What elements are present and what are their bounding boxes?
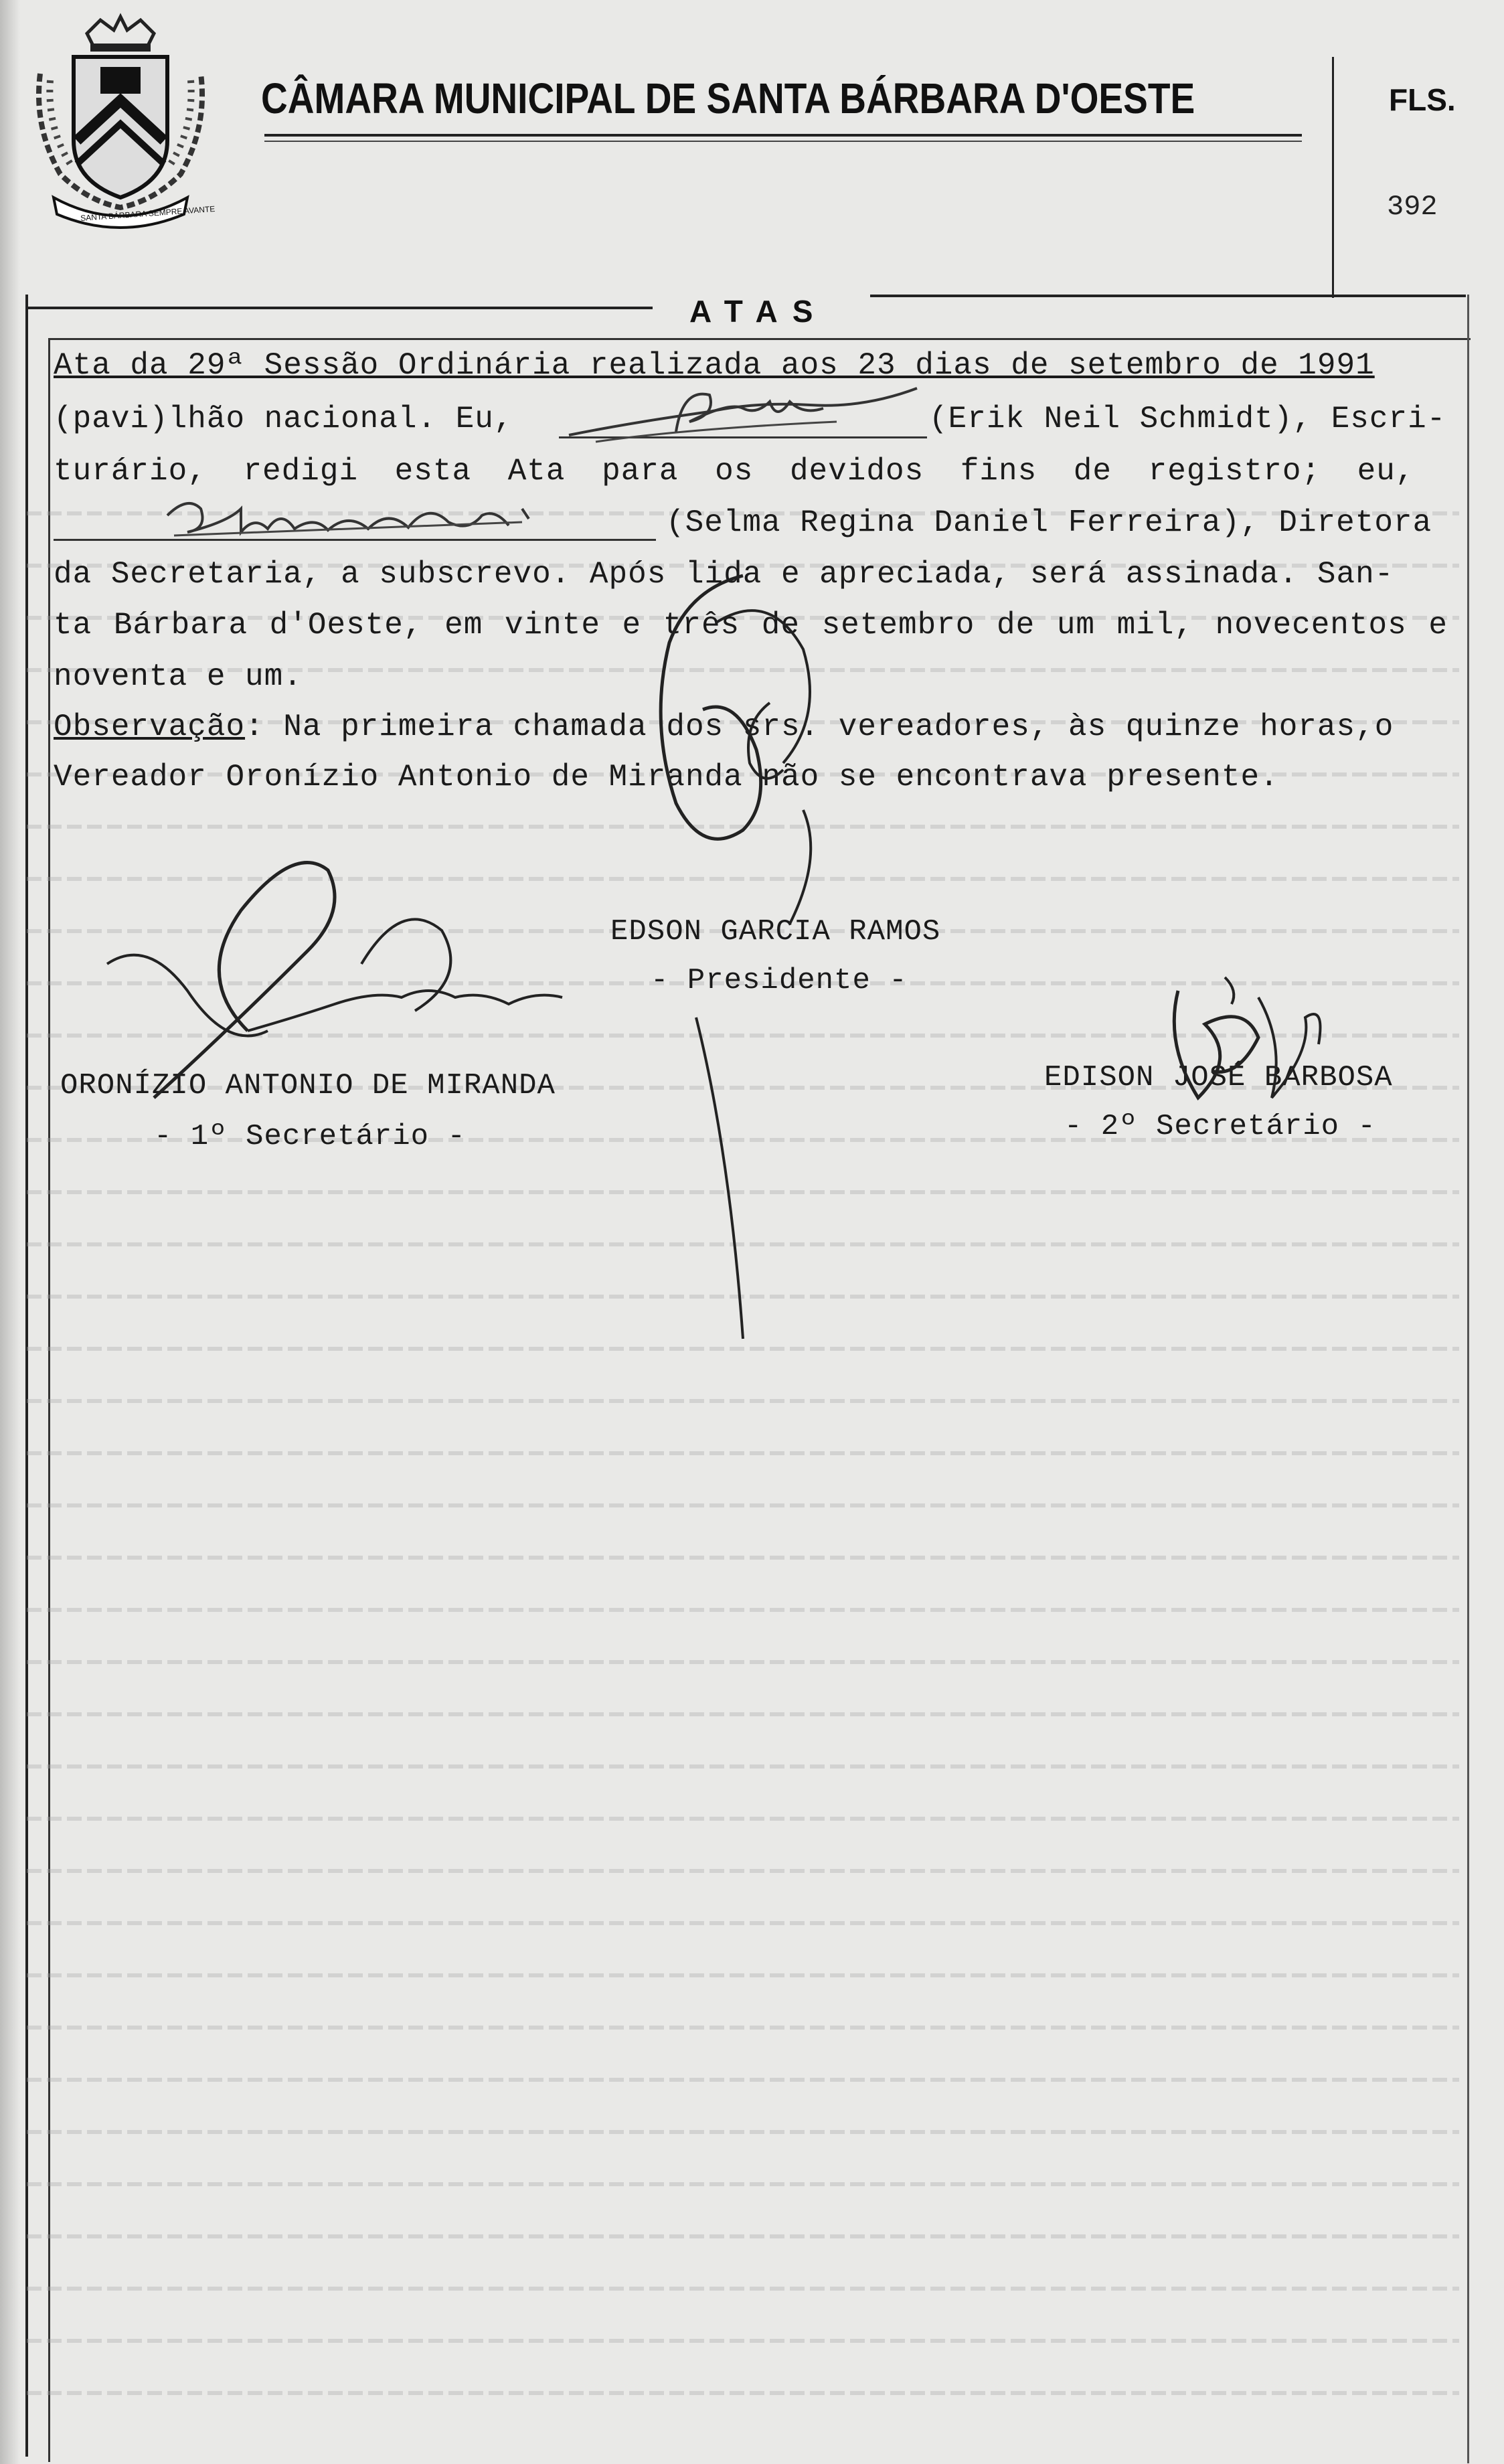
section-title: ATAS: [689, 294, 828, 329]
signature-first-secretary: [94, 830, 576, 1118]
signature-erik-schmidt: [556, 375, 930, 448]
folio-label: FLS.: [1389, 82, 1456, 117]
municipal-seal: [27, 7, 214, 234]
observation-text-1: : Na primeira chamada dos srs. vereadores, às quinze horas,o: [245, 710, 1394, 744]
body-line-3: turário, redigi esta Ata para os devidos fins de registro; eu,: [54, 454, 1415, 489]
body-line-5: da Secretaria, a subscrevo. Após lida e apreciada, será assinada. San-: [54, 557, 1394, 592]
atas-rule-right: [870, 295, 1466, 297]
signature-selma-ferreira: [147, 482, 602, 549]
header-divider: [1332, 57, 1334, 298]
body-line-4: (Selma Regina Daniel Ferreira), Diretora: [666, 505, 1432, 540]
body-line-1: Ata da 29ª Sessão Ordinária realizada aos 23 dias de setembro de 1991: [54, 348, 1375, 383]
second-secretary-name: EDISON JOSÉ BARBOSA: [1044, 1061, 1393, 1094]
body-line-2b: (Erik Neil Schmidt), Escri-: [929, 402, 1446, 436]
body-line-2a: (pavi)lhão nacional. Eu,: [54, 402, 513, 436]
president-role: - Presidente -: [651, 964, 908, 997]
second-secretary-role: - 2º Secretário -: [1064, 1110, 1376, 1143]
atas-rule-left: [27, 307, 653, 309]
folio-number: 392: [1387, 191, 1438, 223]
header-rule: [264, 134, 1302, 137]
first-secretary-role: - 1º Secretário -: [154, 1120, 466, 1153]
header-rule-thin: [264, 141, 1302, 142]
signature-president: [569, 549, 850, 1366]
observation-label: Observação: [54, 710, 246, 744]
body-line-7: noventa e um.: [54, 659, 303, 694]
page-edge-shadow: [0, 0, 20, 2464]
signature-second-secretary: [1138, 964, 1339, 1111]
observation-line-2: Vereador Oronízio Antonio de Miranda não se encontrava presente.: [54, 760, 1279, 795]
body-line-6: ta Bárbara d'Oeste, em vinte e três de setembro de um mil, novecentos e: [54, 608, 1448, 643]
seal-motto: SANTA BÁRBARA SEMPRE AVANTE: [80, 203, 216, 224]
first-secretary-name: ORONÍZIO ANTONIO DE MIRANDA: [60, 1069, 556, 1102]
right-border: [1467, 295, 1469, 2463]
institution-title: CÂMARA MUNICIPAL DE SANTA BÁRBARA D'OESTE: [261, 74, 1195, 122]
president-name: EDSON GARCIA RAMOS: [610, 915, 941, 949]
